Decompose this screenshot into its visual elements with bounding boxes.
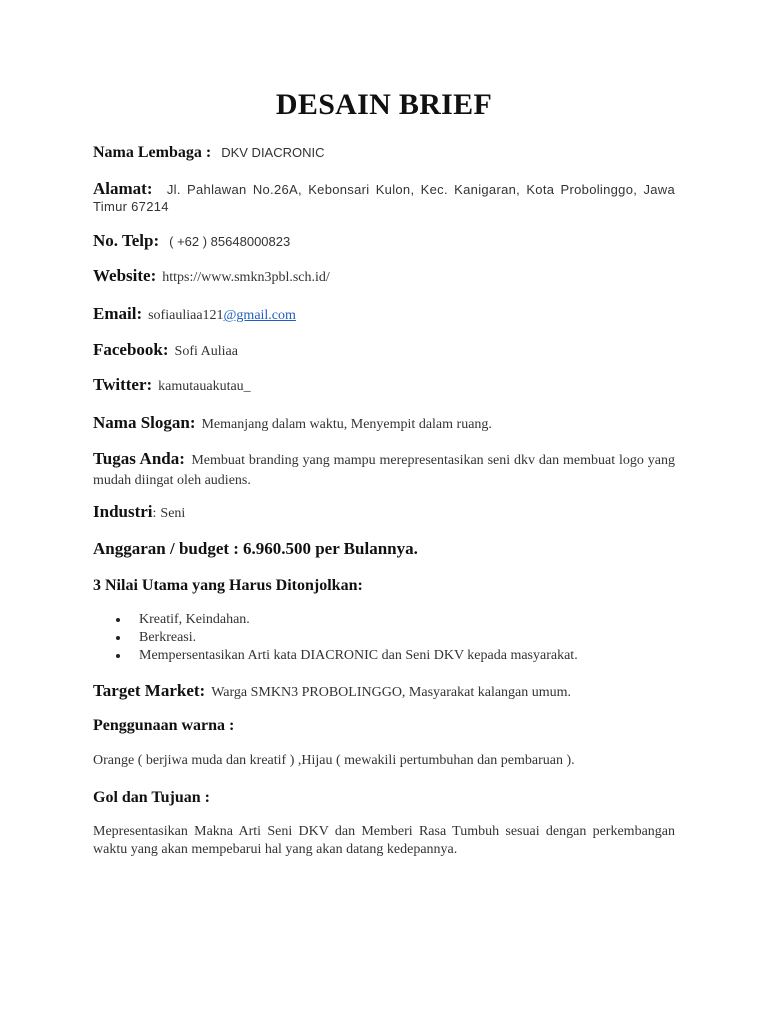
tugas-value: Membuat branding yang mampu merepresentasikan seni dkv dan membuat logo yang mudah diingat oleh audiens. [93, 453, 675, 488]
website-value: https://www.smkn3pbl.sch.id/ [162, 270, 330, 285]
alamat-label: Alamat: [93, 179, 153, 198]
nilai-heading: 3 Nilai Utama yang Harus Ditonjolkan: [93, 577, 363, 594]
website-row [93, 266, 675, 287]
document-title: DESAIN BRIEF [275, 88, 493, 121]
alamat-row [93, 180, 675, 215]
list-item: Kreatif, Keindahan. [139, 611, 578, 629]
industri-colon: : [152, 506, 157, 521]
slogan-label: Nama Slogan: [93, 413, 196, 432]
anggaran-row [93, 539, 675, 559]
target-label: Target Market: [93, 681, 206, 700]
bullet-icon [116, 618, 120, 622]
nama-lembaga-row [93, 143, 675, 162]
industri-label: Industri [93, 502, 153, 521]
industri-row [93, 502, 675, 523]
nama-lembaga-value: DKV DIACRONIC [221, 145, 325, 160]
twitter-row [93, 375, 675, 396]
telp-label: No. Telp: [93, 231, 160, 250]
email-value-prefix: sofiauliaa121 [148, 308, 224, 323]
facebook-label: Facebook: [93, 340, 169, 359]
anggaran-value: 6.960.500 per Bulannya. [242, 539, 418, 558]
list-item: Berkreasi. [139, 629, 578, 647]
tugas-row [93, 449, 675, 490]
list-item: Mempersentasikan Arti kata DIACRONIC dan Seni DKV kepada masyarakat. [139, 647, 578, 665]
nama-lembaga-label: Nama Lembaga : [93, 144, 212, 161]
gol-value: Mepresentasikan Makna Arti Seni DKV dan Memberi Rasa Tumbuh sesuai dengan perkembangan waktu yang akan mempebarui hal yang akan datang kedepannya. [93, 824, 675, 857]
website-label: Website: [93, 266, 157, 285]
facebook-value: Sofi Auliaa [174, 344, 238, 359]
gol-heading: Gol dan Tujuan : [93, 789, 210, 806]
twitter-value: kamutauakutau_ [158, 379, 251, 394]
twitter-label: Twitter: [93, 375, 153, 394]
telp-value: ( +62 ) 85648000823 [169, 234, 291, 249]
email-label: Email: [93, 304, 143, 323]
email-link[interactable]: @gmail.com [223, 308, 296, 323]
email-row [93, 304, 675, 325]
target-row [93, 681, 675, 702]
alamat-value: Jl. Pahlawan No.26A, Kebonsari Kulon, Kec. Kanigaran, Kota Probolinggo, Jawa Timur 67214 [93, 182, 675, 214]
slogan-row [93, 413, 675, 434]
bullet-icon [116, 636, 120, 640]
anggaran-label: Anggaran / budget : [93, 539, 239, 558]
warna-value: Orange ( berjiwa muda dan kreatif ) ,Hijau ( mewakili pertumbuhan dan pembaruan ). [93, 753, 575, 768]
telp-row [93, 231, 675, 251]
nilai-list [93, 611, 578, 665]
warna-heading: Penggunaan warna : [93, 717, 235, 734]
bullet-icon [116, 654, 120, 658]
slogan-value: Memanjang dalam waktu, Menyempit dalam ruang. [201, 417, 492, 432]
tugas-label: Tugas Anda: [93, 449, 185, 468]
facebook-row [93, 340, 675, 361]
industri-value: Seni [160, 506, 186, 521]
target-value: Warga SMKN3 PROBOLINGGO, Masyarakat kalangan umum. [211, 685, 572, 700]
